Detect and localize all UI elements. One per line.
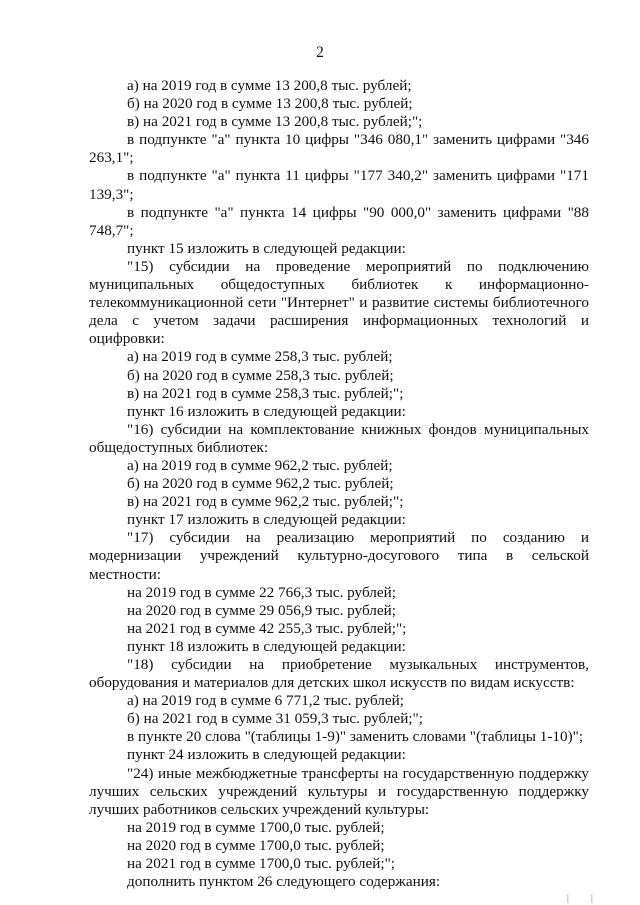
paragraph: "18) субсидии на приобретение музыкальных инструментов, оборудования и материалов для детских школ искусств по видам искусств: [89, 656, 589, 692]
paragraph: а) на 2019 год в сумме 258,3 тыс. рублей; [127, 348, 393, 366]
paragraph: на 2019 год в сумме 1700,0 тыс. рублей; [127, 818, 385, 836]
paragraph: в) на 2021 год в сумме 962,2 тыс. рублей;"; [127, 493, 404, 511]
paragraph: пункт 16 изложить в следующей редакции: [127, 402, 406, 420]
paragraph: пункт 24 изложить в следующей редакции: [127, 746, 406, 764]
paragraph: а) на 2019 год в сумме 962,2 тыс. рублей; [127, 456, 393, 474]
paragraph: "24) иные межбюджетные трансферты на государственную поддержку лучших сельских учреждений культуры и государственную поддержку лучших работников сельских учреждений культуры: [89, 764, 589, 818]
paragraph: в) на 2021 год в сумме 13 200,8 тыс. рублей;"; [127, 113, 423, 131]
paragraph: на 2021 год в сумме 42 255,3 тыс. рублей;"; [127, 619, 407, 637]
paragraph: б) на 2020 год в сумме 258,3 тыс. рублей; [127, 366, 394, 384]
paragraph: пункт 17 изложить в следующей редакции: [127, 511, 406, 529]
paragraph: на 2020 год в сумме 1700,0 тыс. рублей; [127, 836, 385, 854]
paragraph: б) на 2020 год в сумме 962,2 тыс. рублей; [127, 475, 394, 493]
paragraph: в подпункте "а" пункта 10 цифры "346 080,1" заменить цифрами "346 263,1"; [89, 131, 589, 167]
paragraph: в пункте 20 слова "(таблицы 1-9)" заменить словами "(таблицы 1-10)"; [127, 728, 584, 746]
paragraph: б) на 2021 год в сумме 31 059,3 тыс. рублей;"; [127, 710, 423, 728]
paragraph: а) на 2019 год в сумме 6 771,2 тыс. рублей; [127, 692, 404, 710]
paragraph: на 2019 год в сумме 22 766,3 тыс. рублей; [127, 583, 396, 601]
paragraph: пункт 15 изложить в следующей редакции: [127, 239, 406, 257]
scan-mark: | | [567, 893, 603, 903]
paragraph: в подпункте "а" пункта 11 цифры "177 340,2" заменить цифрами "171 139,3"; [89, 167, 589, 203]
paragraph: пункт 18 изложить в следующей редакции: [127, 637, 406, 655]
page-number: 2 [316, 44, 324, 61]
paragraph: а) на 2019 год в сумме 13 200,8 тыс. рублей; [127, 77, 412, 94]
paragraph: на 2020 год в сумме 29 056,9 тыс. рублей; [127, 601, 396, 619]
paragraph: на 2021 год в сумме 1700,0 тыс. рублей;"; [127, 855, 395, 873]
document-body [89, 77, 589, 891]
paragraph: "16) субсидии на комплектование книжных фондов муниципальных общедоступных библиотек: [89, 420, 589, 456]
paragraph: "15) субсидии на проведение мероприятий по подключению муниципальных общедоступных библиотек к информационно-телекоммуникационной сети "Интернет" и развитие системы библиотечного дела с учетом задачи расширения информационных технологий и оцифровки: [89, 257, 589, 348]
paragraph: дополнить пунктом 26 следующего содержания: [127, 873, 441, 891]
paragraph: "17) субсидии на реализацию мероприятий по созданию и модернизации учреждений культурно-досугового типа в сельской местности: [89, 529, 589, 583]
paragraph: в подпункте "а" пункта 14 цифры "90 000,0" заменить цифрами "88 748,7"; [89, 203, 589, 239]
paragraph: б) на 2020 год в сумме 13 200,8 тыс. рублей; [127, 95, 413, 113]
paragraph: в) на 2021 год в сумме 258,3 тыс. рублей;"; [127, 384, 404, 402]
